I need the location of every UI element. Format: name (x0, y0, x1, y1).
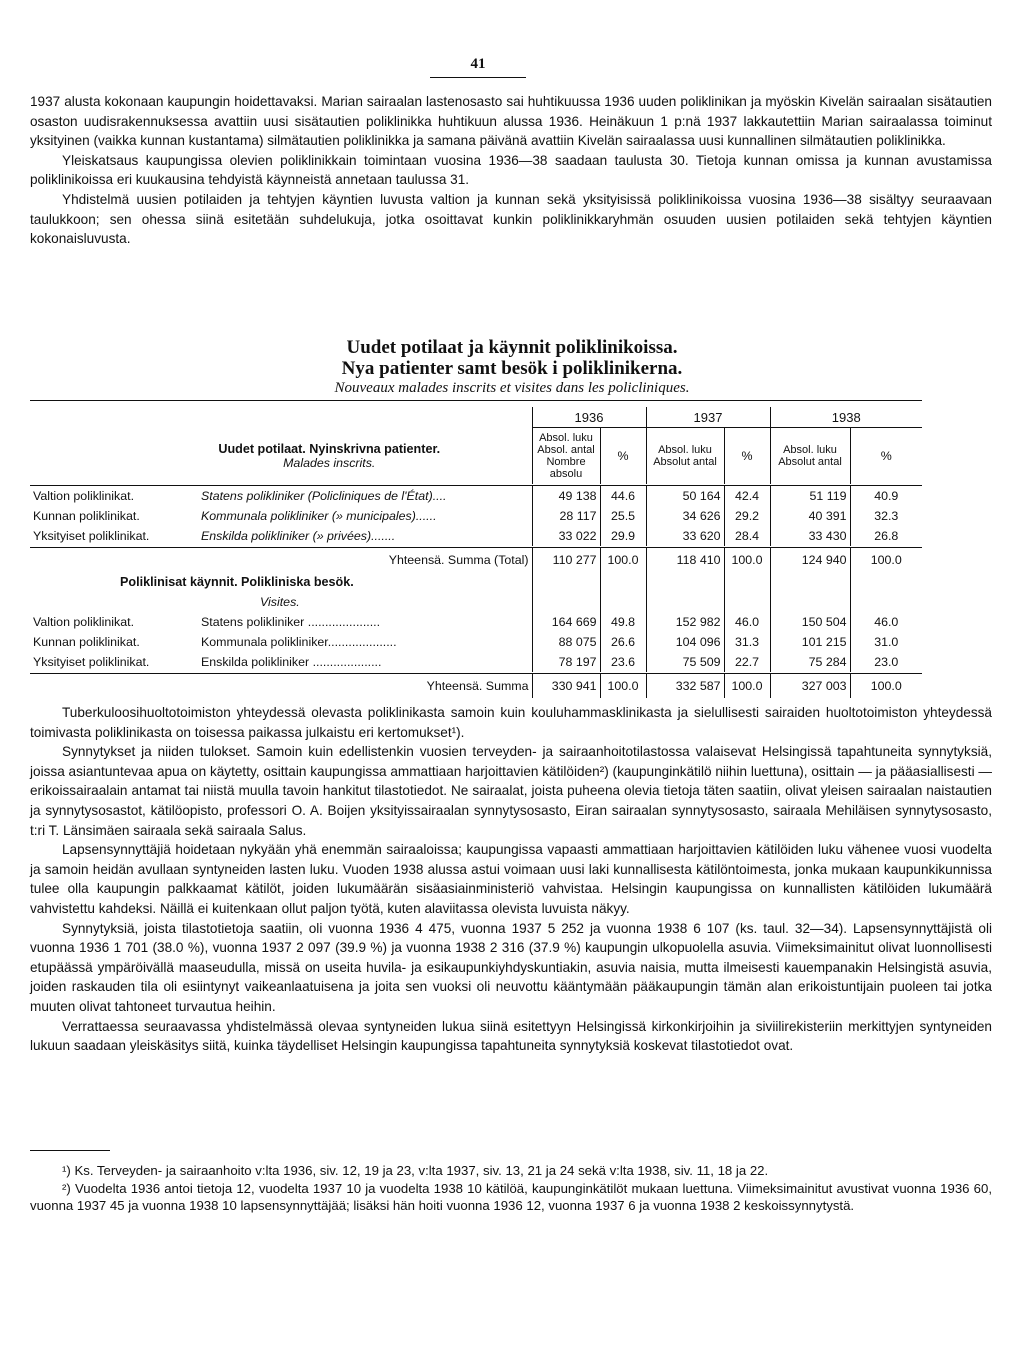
total-row (30, 674, 922, 699)
row-label-fi: Valtion poliklinikat. (33, 489, 135, 503)
row-label-fi: Kunnan poliklinikat. (33, 635, 140, 649)
table-row (30, 486, 922, 507)
cell-percent: 29.9 (600, 526, 646, 546)
group1-header-fr: Malades inscrits. (283, 455, 376, 470)
cell-percent: 44.6 (600, 486, 646, 507)
total-value: 332 587 (646, 674, 724, 699)
table-title-finnish: Uudet potilaat ja käynnit poliklinikoissa. (346, 337, 678, 358)
cell-percent: 26.6 (600, 632, 646, 652)
row-label-fi: Kunnan poliklinikat. (33, 509, 140, 523)
cell-value: 33 022 (532, 526, 600, 546)
footnote: ²) Vuodelta 1936 antoi tietoja 12, vuodelta 1937 10 ja vuodelta 1938 10 kätilöä, kaupunginkätilöt mukaan luettuna. Viimeksimainitut avustivat vuonna 1936 60, vuonna 1937 45 ja vuonna 1938 10 lapsensynnyttäjää; lisäksi hän hoiti vuonna 1936 12, vuonna 1937 6 ja vuonna 1938 2 keskoissynnytystä. (30, 1180, 992, 1214)
intro-paragraph: 1937 alusta kokonaan kaupungin hoidettavaksi. Marian sairaalan lastenosasto sai huhtikuussa 1936 uuden poliklinikan ja myöskin Kivelän sairaalan sisätautien osaston uudisrakennuksessa avattiin uusi sisätautien poliklinikka huhtikuun alussa 1936. Heinäkuun 1 p:nä 1937 lakkautettiin Marian sairaalassa toiminut yksityinen (vaikka kunnan kustantama) silmätautien poliklinikka ja samana päivänä avattiin Kivelän sairaalassa uusi kunnallinen silmätautien poliklinikka. (30, 94, 992, 149)
total-percent: 100.0 (724, 674, 770, 699)
cell-value: 75 284 (770, 652, 850, 672)
total-value: 327 003 (770, 674, 850, 699)
cell-value: 34 626 (646, 506, 724, 526)
year-1937: 1937 (646, 407, 770, 428)
col-head-1936-pct: % (600, 428, 646, 485)
cell-value: 101 215 (770, 632, 850, 652)
cell-percent: 42.4 (724, 486, 770, 507)
table-row (30, 652, 922, 672)
cell-percent: 29.2 (724, 506, 770, 526)
intro-paragraph: Yhdistelmä uusien potilaiden ja tehtyjen käyntien luvusta valtion ja kunnan sekä yksityisissä poliklinikoissa vuosina 1936—38 sisältyy seuraavaan taulukkoon; sen ohessa siinä esitetään suhdelukuja, jotka osoittavat kunkin poliklinikkaryhmän osuuden uusien potilaiden sekä tehtyjen käyntien kokonaisluvusta. (30, 191, 992, 247)
total-row (30, 548, 922, 573)
cell-percent: 49.8 (600, 612, 646, 632)
cell-percent: 46.0 (850, 612, 922, 632)
year-header-row (30, 407, 922, 428)
group2-header (30, 572, 532, 592)
cell-value: 75 509 (646, 652, 724, 672)
table-row (30, 526, 922, 546)
row-label-fi: Yksityiset poliklinikat. (33, 529, 150, 543)
total-percent: 100.0 (724, 548, 770, 573)
polyclinic-table (30, 400, 922, 698)
cell-percent: 28.4 (724, 526, 770, 546)
cell-value: 152 982 (646, 612, 724, 632)
cell-value: 28 117 (532, 506, 600, 526)
total-value: 110 277 (532, 548, 600, 573)
table-title-french: Nouveaux malades inscrits et visites dans les policliniques. (334, 380, 690, 396)
cell-value: 164 669 (532, 612, 600, 632)
cell-value: 150 504 (770, 612, 850, 632)
table-row (30, 612, 922, 632)
cell-value: 33 620 (646, 526, 724, 546)
table-row (30, 506, 922, 526)
total-label: Yhteensä. Summa (426, 679, 529, 693)
group2-header-fr: Visites. (260, 595, 300, 609)
cell-value: 78 197 (532, 652, 600, 672)
cell-percent: 31.3 (724, 632, 770, 652)
row-label-sv: Enskilda polikliniker .................... (201, 655, 382, 669)
total-percent: 100.0 (600, 674, 646, 699)
cell-percent: 23.6 (600, 652, 646, 672)
group2-header-fi: Poliklinisat käynnit. (120, 575, 238, 589)
total-value: 118 410 (646, 548, 724, 573)
body-paragraph: Verrattaessa seuraavassa yhdistelmässä olevaa syntyneiden lukua siinä esitettyyn Helsingissä kirkonkirjoihin ja siviilirekisteriin merkittyjen syntyneiden lukuun saadaan yleiskäsitys siitä, kuinka täydelliset Helsingin kaupungissa tapahtuneita synnytyksiä koskevat tilastotiedot ovat. (30, 1018, 992, 1054)
body-paragraph: Tuberkuloosihuoltotoimiston yhteydessä olevasta poliklinikasta samoin kuin kouluhammasklinikasta ja sielullisesti sairaiden huoltotoimiston yhteydessä toimivasta poliklinikasta on toisessa paikassa julkaistu eri kertomukset¹). (30, 705, 992, 740)
intro-text (30, 92, 992, 249)
col-head-1937-abs: Absol. luku Absolut antal (646, 428, 724, 485)
table-row (30, 632, 922, 652)
footnotes (30, 1162, 992, 1215)
row-label-sv: Kommunala polikliniker.................... (201, 635, 397, 649)
col-head-1937-pct: % (724, 428, 770, 485)
cell-value: 40 391 (770, 506, 850, 526)
cell-percent: 22.7 (724, 652, 770, 672)
group1-header-sv: Nyinskrivna patienter. (309, 441, 441, 456)
group1-header-fi: Uudet potilaat. (218, 441, 306, 456)
intro-paragraph: Yleiskatsaus kaupungissa olevien poliklinikkain toimintaan vuosina 1936—38 saadaan taulusta 30. Tietoja kunnan omissa ja kunnan avustamissa poliklinikoissa eri kuukausina tehdyistä käynneistä annetaan taulussa 31. (30, 152, 992, 188)
cell-value: 49 138 (532, 486, 600, 507)
group2-header-fr-row (30, 592, 922, 612)
body-paragraph: Synnytykset ja niiden tulokset. Samoin kuin edellistenkin vuosien terveyden- ja sairaanhoitotilastossa valaisevat Helsingissä tapahtuneita synnytyksiä, joissa asiantuntevaa apua on käytetty, osittain kaupungissa ammattiaan harjoittavien kätilöiden²) (kaupunginkätilö niihin luettuna), osittain — ja pääasiallisesti — erikoissairaalain antamat tai niistä muulla tavoin hankitut tilastotiedot. Ne sairaalat, joista puheena olevia tietoja täten saatiin, olivat yleisen sairaalan naistautien ja synnytysosastot, kätilöopisto, professori O. A. Boijen yksityissairaalan synnytysosasto, Eiran sairaalan synnytysosasto, sairaala Mehiläisen synnytysosasto, t:ri T. Länsimäen sairaala sekä sairaala Salus. (30, 744, 992, 838)
body-paragraph: Synnytyksiä, joista tilastotietoja saatiin, oli vuonna 1936 4 475, vuonna 1937 5 252 ja vuonna 1938 6 107 (ks. taul. 32—34). Lapsensynnyttäjistä oli vuonna 1936 1 701 (38.0 %), vuonna 1937 2 097 (39.9 %) ja vuonna 1938 2 316 (37.9 %) kaupungin ulkopuolella asuvia. Viimeksimainitut olivat luonnollisesti etupäässä ympäröivällä maaseudulla, missä on useita huvila- ja esikaupunkiyhdyskuntiakin, asuvia naisia, mutta ilmeisesti kauempanakin Helsingistä asuvia, joiden raskauden tila oli esiintynyt vaikeanlaatuisena ja joita sen vuoksi oli neuvottu kääntymään pääkaupungin tämän alan erikoistuntijain puoleen tai jotka muuten olivat tahtoneet turvautua heihin. (30, 920, 992, 1014)
year-1936: 1936 (532, 407, 646, 428)
group2-header-row (30, 572, 922, 592)
row-label-sv: Kommunala polikliniker (» municipales)...... (201, 509, 437, 523)
cell-percent: 26.8 (850, 526, 922, 546)
row-label-sv: Statens polikliniker ..................... (201, 615, 381, 629)
page-number: 41 (430, 56, 526, 78)
cell-value: 51 119 (770, 486, 850, 507)
total-value: 124 940 (770, 548, 850, 573)
footnote: ¹) Ks. Terveyden- ja sairaanhoito v:lta 1936, siv. 12, 19 ja 23, v:lta 1937, siv. 13, 21 ja 24 sekä v:lta 1938, siv. 11, 18 ja 22. (62, 1163, 769, 1178)
column-header-row (30, 428, 922, 485)
year-1938: 1938 (770, 407, 922, 428)
cell-percent: 25.5 (600, 506, 646, 526)
col-head-1938-pct: % (850, 428, 922, 485)
group1-header (30, 428, 532, 485)
cell-percent: 40.9 (850, 486, 922, 507)
body-text (30, 703, 992, 1056)
row-label-fi: Yksityiset poliklinikat. (33, 655, 150, 669)
cell-percent: 46.0 (724, 612, 770, 632)
total-percent: 100.0 (600, 548, 646, 573)
footnote-rule (30, 1150, 110, 1151)
total-percent: 100.0 (850, 674, 922, 699)
group2-header-sv: Polikliniska besök. (241, 575, 354, 589)
cell-percent: 32.3 (850, 506, 922, 526)
statistics-table (30, 400, 922, 698)
cell-value: 33 430 (770, 526, 850, 546)
total-label: Yhteensä. Summa (Total) (388, 553, 529, 567)
col-head-1936-abs: Absol. luku Absol. antal Nombre absolu (532, 428, 600, 485)
cell-value: 50 164 (646, 486, 724, 507)
row-label-sv: Statens polikliniker (Policliniques de l'État).... (201, 489, 447, 503)
total-percent: 100.0 (850, 548, 922, 573)
row-label-fi: Valtion poliklinikat. (33, 615, 135, 629)
cell-value: 104 096 (646, 632, 724, 652)
cell-percent: 23.0 (850, 652, 922, 672)
total-value: 330 941 (532, 674, 600, 699)
row-label-sv: Enskilda polikliniker (» privées)....... (201, 529, 396, 543)
body-paragraph: Lapsensynnyttäjiä hoidetaan nykyään yhä enemmän sairaaloissa; kaupungissa vapaasti ammattiaan harjoittavien kätilöiden luku vähenee vuosi vuodelta ja samoin heidän avullaan syntyneiden lasten luku. Vuoden 1938 alussa astui voimaan uusi laki kunnallisesta kätilöntoimesta, jonka mukaan kaupunkikunnissa tulee olla kaupungin palkkaamat kätilöt, joiden lukumäärän sisäasiainministeriö vahvistaa. Helsingin kaupungissa on kunnallisten kätilöiden lukumäärä vahvistettu kahdeksi. Näillä ei kuitenkaan ollut paljon työtä, kuten alaviitassa olevista luvuista näkyy. (30, 842, 992, 916)
table-title-swedish: Nya patienter samt besök i poliklinikerna. (341, 358, 683, 379)
col-head-1938-abs: Absol. luku Absolut antal (770, 428, 850, 485)
cell-percent: 31.0 (850, 632, 922, 652)
cell-value: 88 075 (532, 632, 600, 652)
